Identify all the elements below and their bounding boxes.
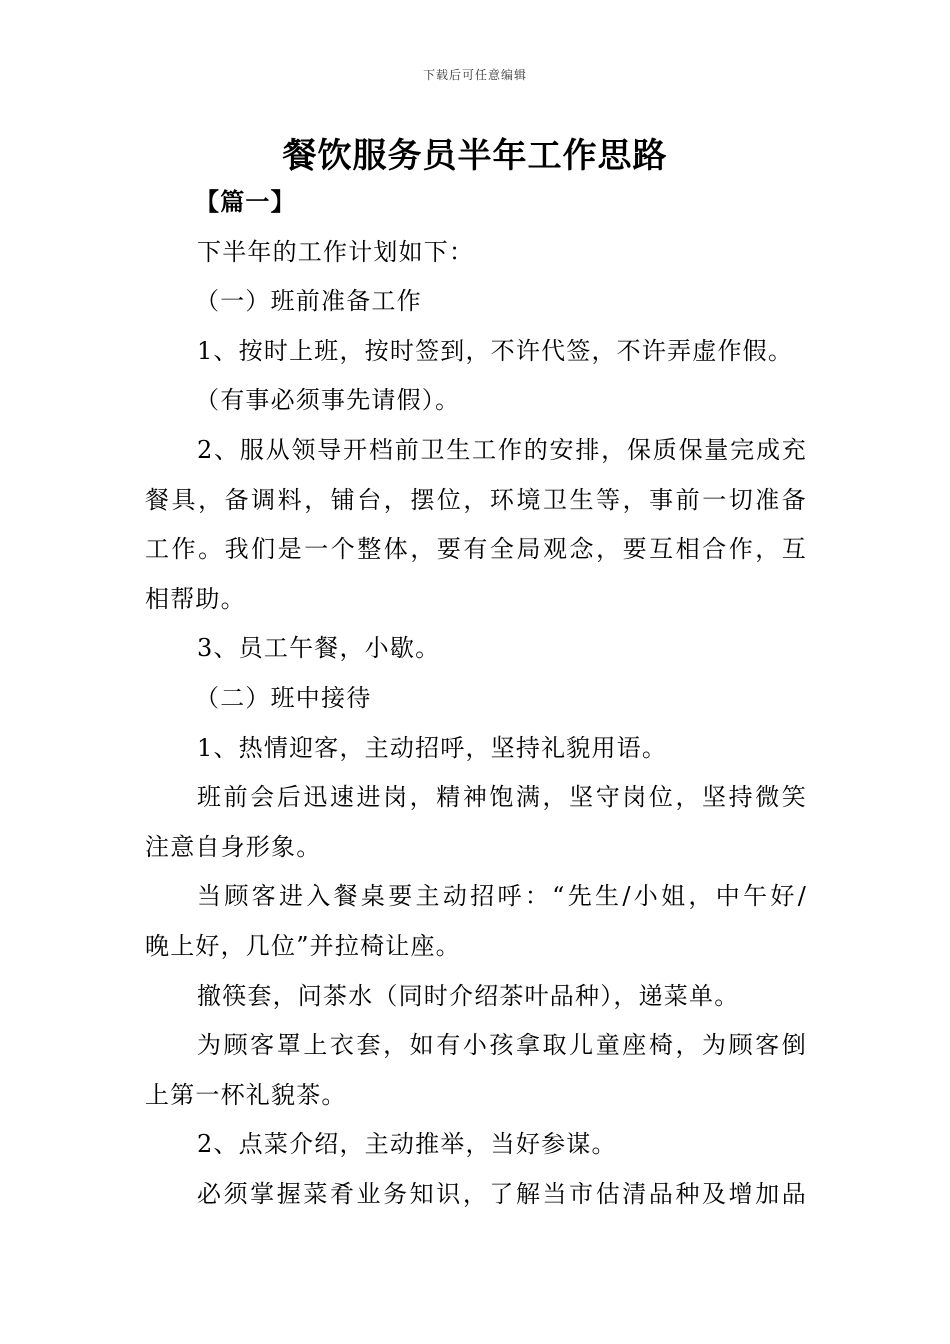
subsection-heading: （二）班中接待 <box>195 683 372 712</box>
paragraph-line: 1、热情迎客，主动招呼，坚持礼貌用语。 <box>197 733 668 762</box>
paragraph-line: 必须掌握菜肴业务知识，了解当市估清品种及增加品 <box>197 1179 807 1208</box>
paragraph-line: 2、服从领导开档前卫生工作的安排，保质保量完成充 <box>197 435 807 464</box>
paragraph-line: 相帮助。 <box>145 584 246 613</box>
paragraph-line: 撤筷套，问茶水（同时介绍茶叶品种），递菜单。 <box>197 981 740 1010</box>
paragraph-line: 上第一杯礼貌茶。 <box>145 1080 347 1109</box>
paragraph-line: 餐具，备调料，铺台，摆位，环境卫生等，事前一切准备 <box>145 485 807 514</box>
paragraph-line: 工作。我们是一个整体，要有全局观念，要互相合作，互 <box>145 535 807 564</box>
paragraph-line: 下半年的工作计划如下： <box>197 237 475 266</box>
document-body <box>145 178 807 1219</box>
paragraph-line: 晚上好，几位”并拉椅让座。 <box>145 931 461 960</box>
document-title: 餐饮服务员半年工作思路 <box>282 136 668 176</box>
header-note: 下载后可任意编辑 <box>422 68 527 82</box>
paragraph-line: 注意自身形象。 <box>145 832 322 861</box>
paragraph-line: 1、按时上班，按时签到，不许代签，不许弄虚作假。 <box>197 336 794 365</box>
paragraph-line: 班前会后迅速进岗，精神饱满，坚守岗位，坚持微笑 <box>197 783 807 812</box>
paragraph-line: 2、点菜介绍，主动推举，当好参谋。 <box>197 1130 617 1159</box>
paragraph-line: （有事必须事先请假）。 <box>195 386 461 415</box>
paragraph-line: 3、员工午餐，小歇。 <box>197 634 441 663</box>
paragraph-line: 当顾客进入餐桌要主动招呼：“先生/小姐，中午好/ <box>197 882 807 911</box>
paragraph-line: 为顾客罩上衣套，如有小孩拿取儿童座椅，为顾客倒 <box>197 1031 807 1060</box>
section-label: 【篇一】 <box>195 188 296 216</box>
subsection-heading: （一）班前准备工作 <box>195 287 422 316</box>
